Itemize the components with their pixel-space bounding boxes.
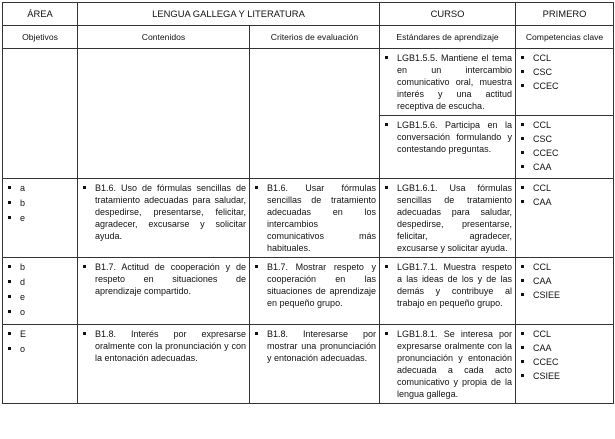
content-list [81, 261, 246, 297]
objective [6, 328, 74, 355]
criterion-text: B1.8. Interesarse por mostrar una pronunciación y entonación adecuadas. [267, 329, 377, 363]
competency-item: CAA [533, 161, 610, 173]
standard-list [383, 328, 512, 400]
objectives-cell [3, 179, 78, 258]
competencies-cell [516, 325, 614, 404]
competency [519, 119, 610, 173]
competency [519, 261, 610, 301]
content-cell [78, 258, 250, 325]
standard-text: LGB1.5.6. Participa en la conversación formulando y contestando preguntas. [397, 120, 513, 154]
competency-item: CSIEE [533, 370, 610, 382]
content-text: B1.6. Uso de fórmulas sencillas de tratamiento adecuadas para saludar, despedirse, presentarse, felicitar, agradecer, excusarse y solicitar ayuda. [95, 183, 246, 241]
content-text: B1.7. Actitud de cooperación y de respeto en situaciones de aprendizaje compartido. [95, 262, 246, 296]
competency [519, 328, 610, 382]
criterion-cell [250, 179, 380, 258]
competency [519, 52, 610, 92]
content-text: B1.8. Interés por expresarse oralmente con la pronunciación y con la entonación adecuadas. [95, 329, 246, 363]
standard-text: LGB1.6.1. Usa fórmulas sencillas de tratamiento adecuadas para saludar, despedirse, presentarse, felicitar, agradecer, excusarse y solicitar ayuda. [397, 183, 513, 253]
content-cell [78, 325, 250, 404]
competency-item: CCL [533, 261, 610, 273]
table-row [3, 258, 614, 325]
competency-item: CAA [533, 342, 610, 354]
title-row [3, 3, 614, 26]
competency [519, 182, 610, 208]
col-header-standards: Estándares de aprendizaje [380, 26, 516, 49]
competency-item: CCEC [533, 356, 610, 368]
competency-item: CSIEE [533, 289, 610, 301]
col-header-objectives: Objetivos [3, 26, 78, 49]
criterion-list [253, 182, 376, 254]
competencies-cell [516, 258, 614, 325]
competency-item: CCL [533, 119, 610, 131]
col-header-criteria: Criterios de evaluación [250, 26, 380, 49]
competency-item: CAA [533, 275, 610, 287]
criterion-text: B1.7. Mostrar respeto y cooperación en las situaciones de aprendizaje en pequeño grupo. [267, 262, 377, 308]
objective-item: b [20, 261, 74, 273]
objective-item: o [20, 343, 74, 355]
standard-list [383, 52, 512, 112]
area-label: ÁREA [3, 3, 78, 26]
table-row [3, 49, 614, 116]
competency-item: CCEC [533, 147, 610, 159]
criterion-cell [250, 325, 380, 404]
course-value: PRIMERO [516, 3, 614, 26]
competency-item: CCL [533, 328, 610, 340]
objective-item: e [20, 291, 74, 303]
objective-item: e [20, 212, 74, 224]
standard-text: LGB1.5.5. Mantiene el tema en un intercambio comunicativo oral, muestra interés y una actitud receptiva de escucha. [397, 53, 513, 111]
subject-title: LENGUA GALLEGA Y LITERATURA [78, 3, 380, 26]
content-list [81, 182, 246, 242]
objective-item: d [20, 276, 74, 288]
course-label: CURSO [380, 3, 516, 26]
curriculum-table [2, 2, 614, 404]
content-list [81, 328, 246, 364]
objective [6, 182, 74, 224]
objectives-cell [3, 258, 78, 325]
column-header-row [3, 26, 614, 49]
standard-list [383, 119, 512, 155]
objective-item: b [20, 197, 74, 209]
competency-item: CCEC [533, 80, 610, 92]
criterion-cell [250, 49, 380, 179]
standard-cell [380, 325, 516, 404]
objective-item: E [20, 328, 74, 340]
competency-item: CCL [533, 182, 610, 194]
criterion-list [253, 261, 376, 309]
standard-text: LGB1.7.1. Muestra respeto a las ideas de los y de las demás y contribuye al trabajo en pequeño grupo. [397, 262, 513, 308]
criterion-list [253, 328, 376, 364]
standard-cell [380, 49, 516, 116]
competency-item: CSC [533, 133, 610, 145]
standard-list [383, 182, 512, 254]
competency-item: CAA [533, 196, 610, 208]
standard-text: LGB1.8.1. Se interesa por expresarse oralmente con la pronunciación y entonación adecuada a cada acto comunicativo y propia de la lengua gallega. [397, 329, 513, 399]
content-cell [78, 49, 250, 179]
objective-item: a [20, 182, 74, 194]
table-row [3, 325, 614, 404]
objective [6, 261, 74, 318]
competencies-cell [516, 49, 614, 116]
criterion-cell [250, 258, 380, 325]
competency-item: CCL [533, 52, 610, 64]
col-header-contents: Contenidos [78, 26, 250, 49]
col-header-competencies: Competencias clave [516, 26, 614, 49]
competencies-cell [516, 116, 614, 179]
standard-cell [380, 116, 516, 179]
competencies-cell [516, 179, 614, 258]
competency-item: CSC [533, 66, 610, 78]
table-body [3, 49, 614, 404]
objectives-cell [3, 325, 78, 404]
standard-cell [380, 179, 516, 258]
table-row [3, 179, 614, 258]
content-cell [78, 179, 250, 258]
criterion-text: B1.6. Usar fórmulas sencillas de tratamiento adecuadas en los intercambios comunicativos más habituales. [267, 183, 377, 253]
objectives-cell [3, 49, 78, 179]
objective-item: o [20, 306, 74, 318]
standard-list [383, 261, 512, 309]
standard-cell [380, 258, 516, 325]
